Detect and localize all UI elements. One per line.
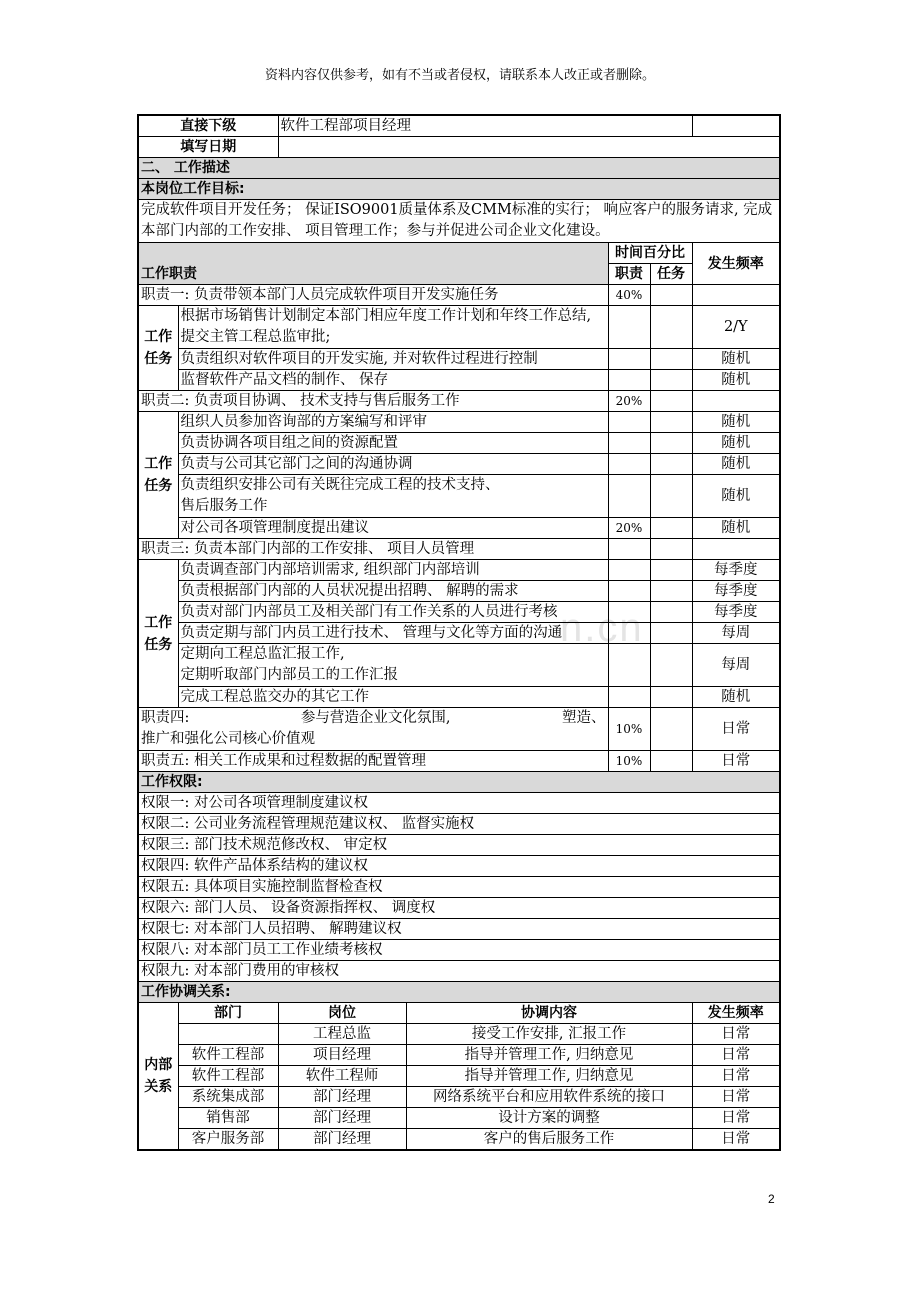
coord-content: 指导并管理工作, 归纳意见 [406,1045,692,1066]
task-pct [608,644,650,687]
task-row [138,560,780,581]
coord-label: 工作协调关系: [138,982,780,1003]
task-row [138,623,780,644]
coord-row [138,1129,780,1151]
task-pct [608,475,650,518]
task-row [138,306,780,349]
task-freq: 每季度 [692,581,780,602]
task-pct [608,454,650,475]
authority-label: 工作权限: [138,772,780,793]
duty-title: 职责五: 相关工作成果和过程数据的配置管理 [138,751,608,772]
date-label: 填写日期 [138,137,278,158]
task-pct2 [650,687,692,708]
coord-dept: 销售部 [178,1108,278,1129]
task-text: 负责协调各项目组之间的资源配置 [178,433,608,454]
duty-freq: 日常 [692,708,780,751]
duty-row [138,708,780,751]
freq-header: 发生频率 [692,243,780,285]
task-row [138,412,780,433]
coord-post: 部门经理 [278,1087,406,1108]
duties-header-row [138,243,780,264]
duty-row [138,285,780,306]
task-pct [608,370,650,391]
task-pct [608,581,650,602]
task-row [138,602,780,623]
duty-row [138,751,780,772]
task-freq: 每周 [692,644,780,687]
watermark: n.cn [560,606,644,650]
duty4-line1 [141,708,606,729]
task-text: 对公司各项管理制度提出建议 [178,518,608,539]
coord-header-row [138,1003,780,1024]
duty-freq [692,285,780,306]
task-pct [650,539,692,560]
authority-item: 权限七: 对本部门人员招聘、 解聘建议权 [138,919,780,940]
job-description-table [137,114,781,1151]
coord-content: 设计方案的调整 [406,1108,692,1129]
task-freq: 随机 [692,370,780,391]
coord-header-freq: 发生频率 [692,1003,780,1024]
duty-freq [692,539,780,560]
authority-item: 权限一: 对公司各项管理制度建议权 [138,793,780,814]
task-freq: 随机 [692,412,780,433]
task-label: 工作 任务 [138,412,178,539]
task-pct [608,602,650,623]
task-pct2 [650,623,692,644]
task-pct2 [650,602,692,623]
coord-freq: 日常 [692,1045,780,1066]
duty-title: 职责一: 负责带领本部门人员完成软件项目开发实施任务 [138,285,608,306]
goal-text: 完成软件项目开发任务； 保证ISO9001质量体系及CMM标准的实行； 响应客户的服务请求, 完成本部门内部的工作安排、 项目管理工作；参与并促进公司企业文化建设。 [138,200,780,243]
authority-item: 权限四: 软件产品体系结构的建议权 [138,856,780,877]
task-row [138,370,780,391]
coord-row [138,1087,780,1108]
task-pct [650,708,692,751]
task-pct2 [650,644,692,687]
task-pct [650,285,692,306]
duty-title: 职责三: 负责本部门内部的工作安排、 项目人员管理 [138,539,608,560]
task-text: 根据市场销售计划制定本部门相应年度工作计划和年终工作总结, 提交主管工程总监审批; [178,306,608,349]
duty-title: 职责二: 负责项目协调、 技术支持与售后服务工作 [138,391,608,412]
task-pct [608,412,650,433]
coord-freq: 日常 [692,1066,780,1087]
header-note: 资料内容仅供参考，如有不当或者侵权，请联系本人改正或者删除。 [264,68,655,83]
task-freq: 每季度 [692,602,780,623]
task-row [138,349,780,370]
coord-content: 网络系统平台和应用软件系统的接口 [406,1087,692,1108]
task-pct [650,751,692,772]
duty-pct: 40% [608,285,650,306]
coord-header-content: 协调内容 [406,1003,692,1024]
task-pct2 [650,412,692,433]
time-pct-header: 时间百分比 [608,243,692,264]
subordinate-label: 直接下级 [138,115,278,137]
task-freq: 2/Y [692,306,780,349]
task-pct [608,687,650,708]
task-freq: 随机 [692,475,780,518]
task-row [138,475,780,518]
task-pct [608,560,650,581]
coord-content: 客户的售后服务工作 [406,1129,692,1151]
authority-item: 权限五: 具体项目实施控制监督检查权 [138,877,780,898]
task-label: 工作 任务 [138,560,178,708]
duty-pct: 10% [608,751,650,772]
authority-item: 权限三: 部门技术规范修改权、 审定权 [138,835,780,856]
coord-post: 软件工程师 [278,1066,406,1087]
authority-item: 权限二: 公司业务流程管理规范建议权、 监督实施权 [138,814,780,835]
task-pct2 [650,349,692,370]
task-pct2 [650,433,692,454]
task-pct [608,623,650,644]
coord-content: 指导并管理工作, 归纳意见 [406,1066,692,1087]
coord-post: 项目经理 [278,1045,406,1066]
task-row [138,687,780,708]
duty-title [138,708,608,751]
duty-pct: 20% [608,391,650,412]
coord-row [138,1108,780,1129]
task-row [138,581,780,602]
coord-post: 工程总监 [278,1024,406,1045]
duty-row [138,539,780,560]
task-freq: 每季度 [692,560,780,581]
duty-freq [692,391,780,412]
subordinate-extra [692,115,780,137]
coord-dept: 软件工程部 [178,1045,278,1066]
task-text: 负责对部门内部员工及相关部门有工作关系的人员进行考核 [178,602,608,623]
task-text: 负责组织对软件项目的开发实施, 并对软件过程进行控制 [178,349,608,370]
task-row [138,518,780,539]
task-pct2 [650,370,692,391]
task-pct2 [650,518,692,539]
task-pct2 [650,581,692,602]
subordinate-value: 软件工程部项目经理 [278,115,692,137]
coord-freq: 日常 [692,1129,780,1151]
duty-row [138,391,780,412]
task-pct2 [650,475,692,518]
date-row [138,137,780,158]
task-row [138,644,780,687]
task-pct2 [650,560,692,581]
authority-item: 权限八: 对本部门员工工作业绩考核权 [138,940,780,961]
task-pct2 [650,306,692,349]
duty-pct: 10% [608,708,650,751]
coord-header-post: 岗位 [278,1003,406,1024]
coord-freq: 日常 [692,1108,780,1129]
task-text: 完成工程总监交办的其它工作 [178,687,608,708]
task-label: 工作 任务 [138,306,178,391]
task-freq: 随机 [692,433,780,454]
coord-row [138,1045,780,1066]
coord-freq: 日常 [692,1087,780,1108]
coord-dept: 客户服务部 [178,1129,278,1151]
task-pct [608,433,650,454]
coord-row [138,1024,780,1045]
authority-item: 权限九: 对本部门费用的审核权 [138,961,780,982]
section-title: 二、 工作描述 [138,158,780,179]
task-pct [650,391,692,412]
task-freq: 随机 [692,454,780,475]
task-row [138,433,780,454]
task-text: 负责调查部门内部培训需求, 组织部门内部培训 [178,560,608,581]
coord-row [138,1066,780,1087]
duty-pct [608,539,650,560]
coord-post: 部门经理 [278,1108,406,1129]
coord-dept: 软件工程部 [178,1066,278,1087]
task-text: 组织人员参加咨询部的方案编写和评审 [178,412,608,433]
date-value [278,137,780,158]
duties-label: 工作职责 [138,243,608,285]
authority-item: 权限六: 部门人员、 设备资源指挥权、 调度权 [138,898,780,919]
duty-freq: 日常 [692,751,780,772]
task-text: 负责定期与部门内员工进行技术、 管理与文化等方面的沟通 [178,623,608,644]
task-pct: 20% [608,518,650,539]
duty4-part2: 塑造、 [562,710,606,726]
task-text: 定期向工程总监汇报工作, 定期听取部门内部员工的工作汇报 [178,644,608,687]
coord-header-dept: 部门 [178,1003,278,1024]
duty4-part1: 参与营造企业文化氛围, [300,710,451,726]
subordinate-row [138,115,780,137]
goal-label: 本岗位工作目标: [138,179,780,200]
duty-col-header: 职责 [608,264,650,285]
duty4-label: 职责四: [141,710,190,726]
task-pct2 [650,454,692,475]
coord-post: 部门经理 [278,1129,406,1151]
task-pct [608,306,650,349]
task-col-header: 任务 [650,264,692,285]
coord-freq: 日常 [692,1024,780,1045]
task-row [138,454,780,475]
task-freq: 随机 [692,349,780,370]
coord-content: 接受工作安排, 汇报工作 [406,1024,692,1045]
task-text: 负责与公司其它部门之间的沟通协调 [178,454,608,475]
task-text: 监督软件产品文档的制作、 保存 [178,370,608,391]
coord-dept: 系统集成部 [178,1087,278,1108]
coord-dept [178,1024,278,1045]
duty4-line2: 推广和强化公司核心价值观 [141,731,315,747]
task-freq: 每周 [692,623,780,644]
task-text: 负责根据部门内部的人员状况提出招聘、 解聘的需求 [178,581,608,602]
task-freq: 随机 [692,687,780,708]
task-freq: 随机 [692,518,780,539]
task-pct [608,349,650,370]
task-text: 负责组织安排公司有关既往完成工程的技术支持、 售后服务工作 [178,475,608,518]
page-number: 2 [768,1192,775,1206]
coord-side-label: 内部 关系 [138,1003,178,1151]
